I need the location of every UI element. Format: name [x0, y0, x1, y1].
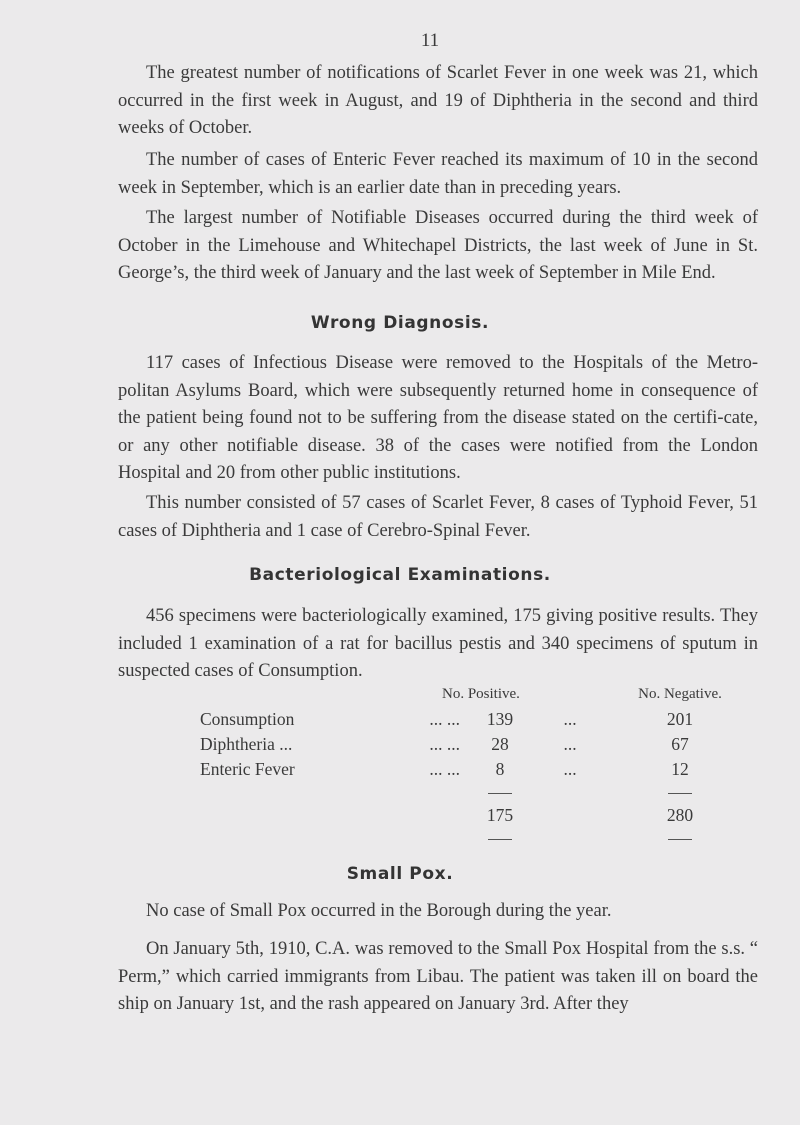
table-header-row: [200, 682, 740, 707]
row-negative: 201: [666, 709, 694, 729]
table-row: [200, 757, 740, 782]
total-positive: 175: [486, 805, 514, 825]
paragraph-case-breakdown: This number consisted of 57 cases of Scarlet Fever, 8 cases of Typhoid Fever, 51 cases of Diphtheria and 1 case of Cerebro-Spinal Fever.: [118, 493, 758, 541]
heading-bacteriological: Bacteriological Examinations.: [249, 565, 551, 585]
row-positive: 28: [491, 734, 509, 754]
table-rule-row: [200, 782, 740, 803]
header-positive: No. Positive.: [442, 686, 520, 702]
sum-rule: [668, 793, 692, 794]
heading-small-pox: Small Pox.: [346, 864, 454, 884]
sum-rule: [488, 793, 512, 794]
row-label: Enteric Fever: [200, 759, 295, 779]
paragraph-enteric-fever: The number of cases of Enteric Fever reached its maximum of 10 in the second week in September, which is an earlier date than in preceding years.: [118, 150, 758, 198]
row-negative: 12: [671, 759, 689, 779]
row-leader: ...: [563, 734, 577, 754]
paragraph-small-pox-case: On January 5th, 1910, C.A. was removed to the Small Pox Hospital from the s.s. “ Perm,” which carried immigrants from Libau. The patient was taken ill on board the ship on January 1st, and the rash appeared on January 3rd. After they: [118, 939, 758, 1014]
table-total-row: [200, 803, 740, 828]
paragraph-no-small-pox: No case of Small Pox occurred in the Borough during the year.: [146, 901, 612, 921]
row-label: Consumption: [200, 709, 295, 729]
row-positive: 8: [495, 759, 505, 779]
row-leader: ...: [563, 759, 577, 779]
row-label: Diphtheria ...: [200, 734, 293, 754]
table-row: [200, 707, 740, 732]
paragraph-removed-cases: 117 cases of Infectious Disease were removed to the Hospitals of the Metro-politan Asylums Board, which were subsequently returned home in consequence of the patient being found not to be suffering from the disease stated on the certifi-cate, or any other notifiable disease. 38 of the cases were notified from the London Hospital and 20 from other public institutions.: [118, 353, 758, 483]
row-leader: ... ...: [429, 759, 460, 779]
paragraph-scarlet-fever: The greatest number of notifications of Scarlet Fever in one week was 21, which occurred in the first week in August, and 19 of Diphtheria in the second and third weeks of October.: [118, 63, 758, 138]
bacteriological-results-table: [200, 682, 740, 849]
row-leader: ...: [563, 709, 577, 729]
sum-rule: [488, 839, 512, 840]
paragraph-notifiable-diseases: The largest number of Notifiable Diseases occurred during the third week of October in the Limehouse and Whitechapel Districts, the last week of June in St. George’s, the third week of January and the last week of September in Mile End.: [118, 208, 758, 283]
header-negative: No. Negative.: [638, 686, 722, 702]
total-negative: 280: [666, 805, 694, 825]
table-row: [200, 732, 740, 757]
page-number: 11: [420, 30, 440, 51]
row-leader: ... ...: [429, 734, 460, 754]
table-rule-row: [200, 828, 740, 849]
heading-wrong-diagnosis: Wrong Diagnosis.: [310, 313, 490, 333]
row-positive: 139: [486, 709, 514, 729]
sum-rule: [668, 839, 692, 840]
row-negative: 67: [671, 734, 689, 754]
row-leader: ... ...: [429, 709, 460, 729]
paragraph-specimens: 456 specimens were bacteriologically examined, 175 giving positive results. They included 1 examination of a rat for bacillus pestis and 340 specimens of sputum in suspected cases of Consumption.: [118, 606, 758, 681]
